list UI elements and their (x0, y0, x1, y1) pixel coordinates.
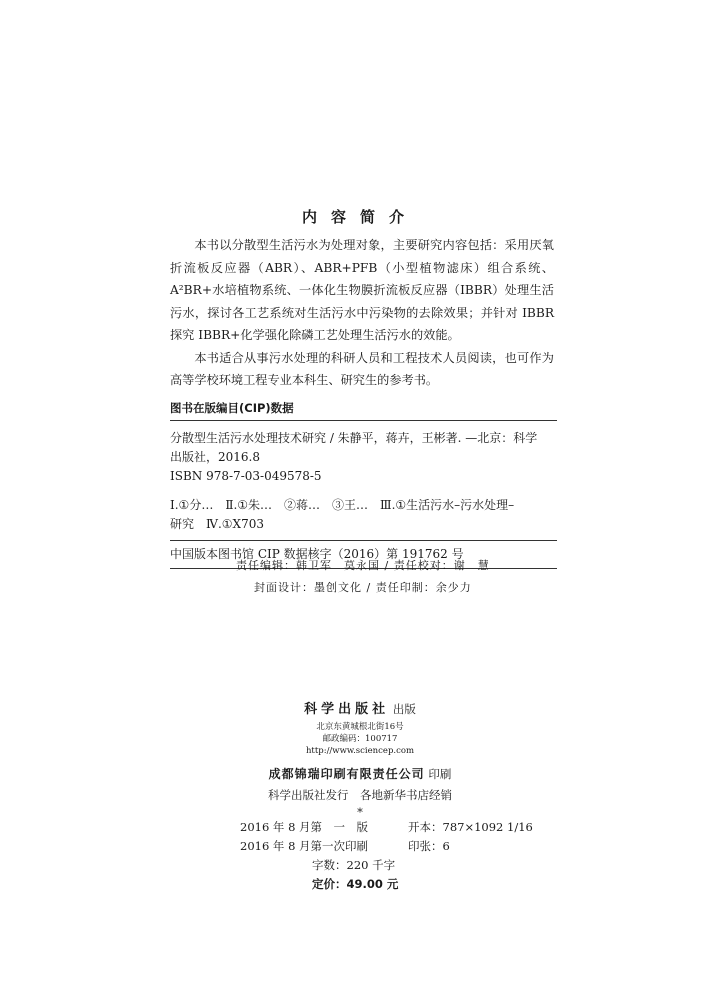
publisher-suffix: 出版 (392, 702, 416, 716)
imprint-block (240, 818, 540, 894)
staff-line-design: 封面设计：墨创文化 / 责任印制：余少力 (254, 581, 472, 594)
cip-classes-line-2: 研究 Ⅳ.①X703 (170, 517, 265, 531)
staff-credits (236, 555, 516, 599)
summary-title: 内容简介 (301, 208, 418, 226)
imprint-edition-row (240, 818, 540, 837)
cip-block (170, 400, 557, 569)
distribution-line: 科学出版社发行 各地新华书店经销 (268, 788, 452, 802)
printer-suffix: 印刷 (428, 767, 452, 781)
edition-date: 2016 年 8 月第 一 版 (240, 820, 369, 834)
cip-entry-line-1: 分散型生活污水处理技术研究 / 朱静平，蒋卉，王彬著. —北京：科学 (170, 431, 538, 445)
word-count: 字数：220 千字 (312, 858, 396, 872)
summary-paragraph-2: 本书适合从事污水处理的科研人员和工程技术人员阅读，也可作为高等学校环境工程专业本科生、研究生的参考书。 (170, 350, 554, 387)
format-size: 开本：787×1092 1/16 (408, 820, 533, 834)
cip-record-number: 中国版本图书馆 CIP 数据核字（2016）第 191762 号 (170, 541, 557, 569)
publisher-block (0, 698, 720, 819)
summary-body (170, 234, 554, 392)
publisher-name: 科学出版社 (304, 702, 390, 717)
price: 定价：49.00 元 (312, 877, 399, 891)
cip-heading: 图书在版编目(CIP)数据 (170, 400, 557, 421)
publisher-website: http://www.sciencep.com (305, 746, 415, 756)
separator-star: * (357, 805, 363, 819)
imprint-printing-row (240, 837, 540, 856)
cip-classes-line-1: Ⅰ.①分… Ⅱ.①朱… ②蒋… ③王… Ⅲ.①生活污水–污水处理– (170, 498, 515, 512)
cip-entry (170, 429, 557, 486)
publisher-postcode: 邮政编码：100717 (322, 734, 398, 744)
cip-classes (170, 496, 557, 534)
publisher-address: 北京东黄城根北街16号 (316, 722, 404, 732)
printer-name: 成都锦瑞印刷有限责任公司 (268, 767, 425, 781)
printing-date: 2016 年 8 月第一次印刷 (240, 839, 369, 853)
cip-entry-line-2: 出版社，2016.8 (170, 450, 260, 464)
summary-paragraph-1: 本书以分散型生活污水为处理对象，主要研究内容包括：采用厌氧折流板反应器（ABR）、ABR+PFB（小型植物滤床）组合系统、A²BR+水培植物系统、一体化生物膜折流板反应器（IBBR）处理生活污水，探讨各工艺系统对生活污水中污染物的去除效果；并针对 IBBR 探究 IBBR+化学强化除磷工艺处理生活污水的效能。 (170, 238, 554, 342)
staff-line-editors: 责任编辑：韩卫军 莫永国 / 责任校对：谢 慧 (236, 559, 490, 572)
sheet-count: 印张：6 (408, 839, 450, 853)
cip-isbn: ISBN 978-7-03-049578-5 (170, 469, 322, 483)
